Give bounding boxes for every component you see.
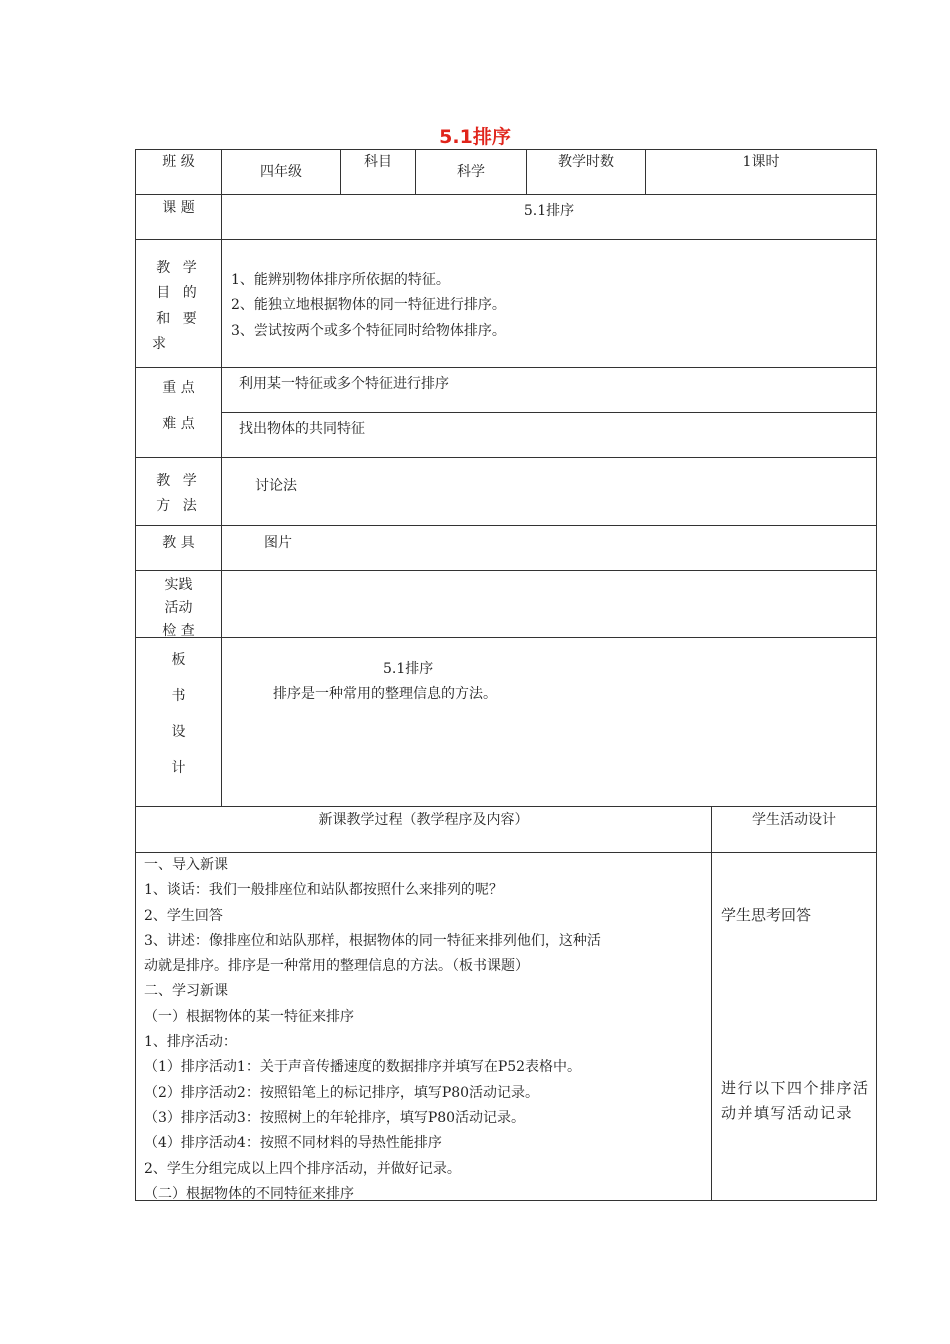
list-item: （1）排序活动1：关于声音传播速度的数据排序并填写在P52表格中。	[144, 1059, 582, 1076]
process-content	[144, 853, 709, 1207]
list-item: 1、排序活动：	[144, 1034, 237, 1051]
class-value: 四年级	[260, 164, 302, 180]
method-value: 讨论法	[255, 478, 297, 494]
list-item: （一）根据物体的某一特征来排序	[144, 1008, 354, 1025]
class-label: 班 级	[162, 154, 195, 170]
list-item: （2）排序活动2：按照铅笔上的标记排序，填写P80活动记录。	[144, 1084, 540, 1101]
process-header-right: 学生活动设计	[752, 812, 836, 828]
difficult-point-label: 难 点	[162, 416, 195, 432]
list-item: 2、学生回答	[144, 907, 223, 924]
list-item: （3）排序活动3：按照树上的年轮排序，填写P80活动记录。	[144, 1109, 526, 1126]
list-item: 二、学习新课	[144, 983, 228, 1000]
hours-label: 教学时数	[558, 154, 614, 170]
board-text: 排序是一种常用的整理信息的方法。	[273, 686, 497, 702]
topic-label: 课 题	[162, 200, 195, 216]
subject-label: 科目	[364, 154, 392, 170]
key-point-label: 重 点	[162, 380, 195, 396]
method-label: 教 学 方 法	[156, 473, 201, 514]
tools-value: 图片	[264, 535, 292, 551]
list-item: 2、能独立地根据物体的同一特征进行排序。	[231, 297, 506, 314]
page-title: 5.1排序	[439, 126, 511, 148]
tools-label: 教 具	[162, 535, 195, 551]
process-header-left: 新课教学过程（教学程序及内容）	[318, 812, 529, 828]
list-item: 2、学生分组完成以上四个排序活动，并做好记录。	[144, 1160, 461, 1177]
list-item: （4）排序活动4：按照不同材料的导热性能排序	[144, 1135, 442, 1152]
board-label: 板 书 设 计	[171, 652, 186, 776]
difficult-point-value: 找出物体的共同特征	[239, 421, 365, 437]
topic-value: 5.1排序	[523, 203, 575, 219]
list-item: 1、能辨别物体排序所依据的特征。	[231, 272, 450, 288]
list-item: 1、谈话：我们一般排座位和站队都按照什么来排列的呢？	[144, 882, 503, 899]
list-item: 3、讲述：像排座位和站队那样，根据物体的同一特征来排列他们，这种活	[144, 932, 601, 949]
key-point-value: 利用某一特征或多个特征进行排序	[239, 376, 449, 392]
student-activity-1: 学生思考回答	[721, 906, 812, 924]
practice-label: 实践 活动 检 查	[162, 577, 195, 637]
goals-label: 教 学 目 的 和 要 求	[152, 260, 201, 352]
list-item: 动就是排序。排序是一种常用的整理信息的方法。（板书课题）	[144, 958, 529, 975]
list-item: 一、导入新课	[144, 857, 228, 873]
list-item: 3、尝试按两个或多个特征同时给物体排序。	[231, 322, 506, 339]
student-activity-2: 进行以下四个排序活动并填写活动记录	[721, 1079, 870, 1122]
list-item: （二）根据物体的不同特征来排序	[144, 1185, 354, 1202]
subject-value: 科学	[457, 164, 485, 180]
board-heading: 5.1排序	[383, 661, 434, 677]
goals-list	[231, 268, 871, 344]
hours-value: 1课时	[742, 154, 780, 170]
